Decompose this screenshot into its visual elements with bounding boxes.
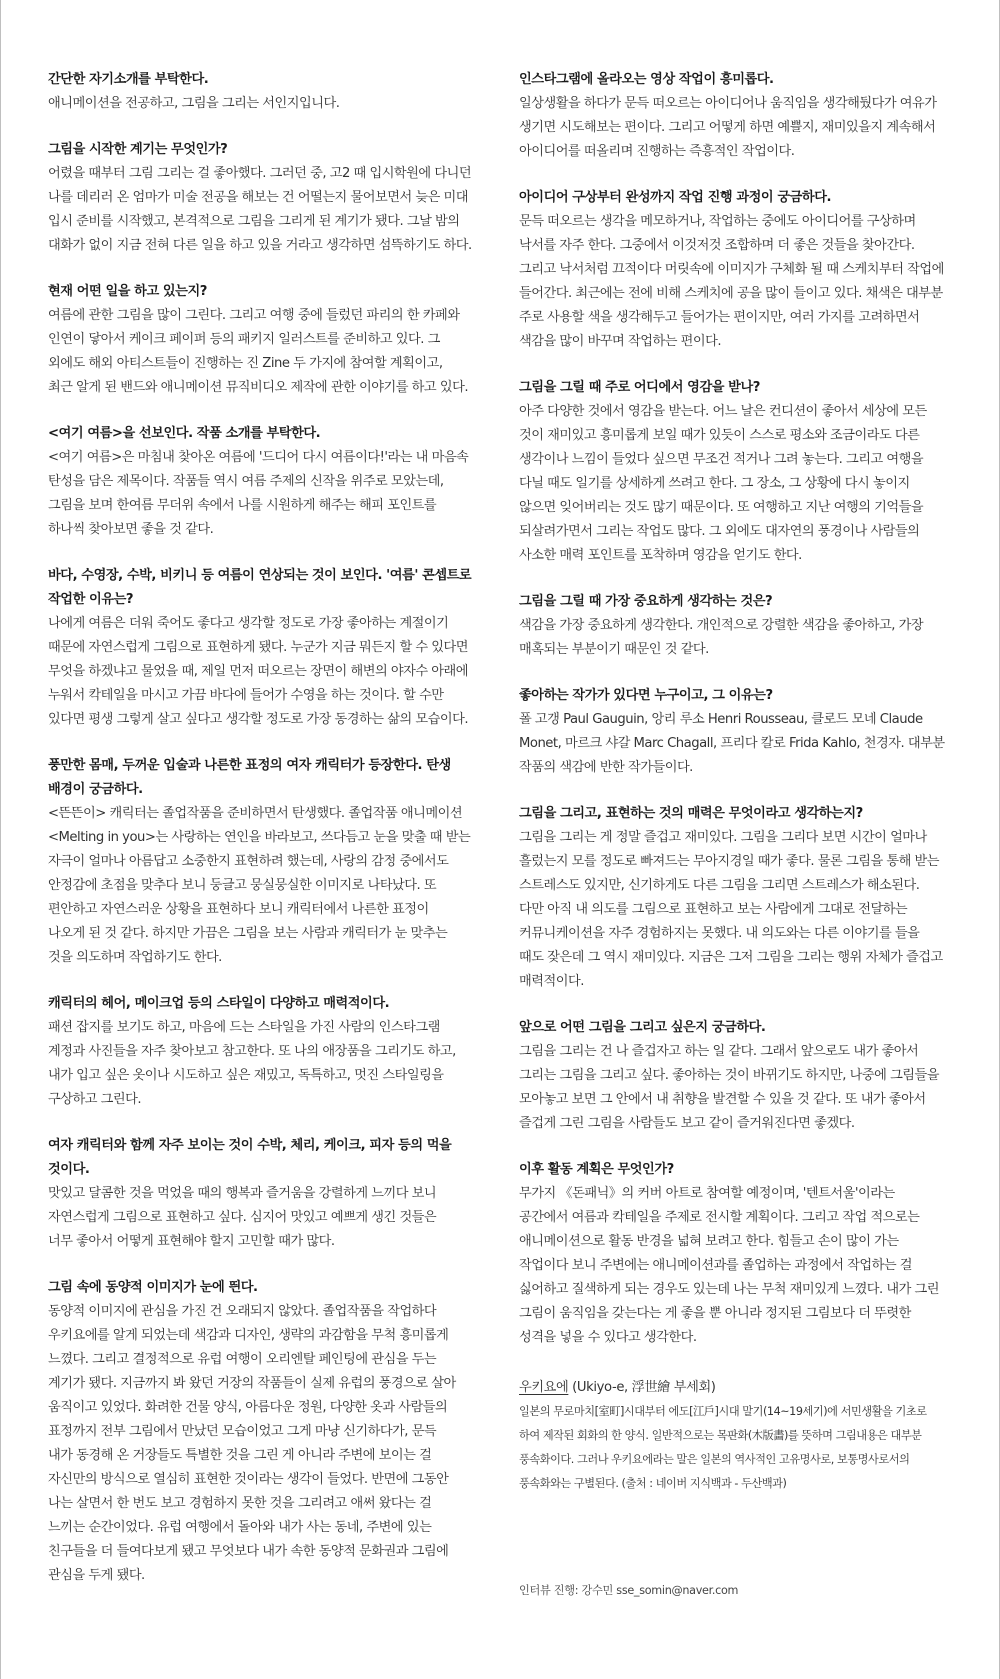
question: <여기 여름>을 선보인다. 작품 소개를 부탁한다.: [48, 426, 321, 441]
footnote-term: 우키요에: [519, 1380, 569, 1395]
qa-block-instagram: [519, 68, 959, 164]
question: 그림을 그리고, 표현하는 것의 매력은 무엇이라고 생각하는지?: [519, 806, 863, 821]
qa-block-start: [48, 138, 483, 258]
qa-block-current-work: [48, 280, 483, 400]
qa-block-important: [519, 590, 959, 662]
answer: 패션 잡지를 보기도 하고, 마음에 드는 스타일을 가진 사람의 인스타그램 계정과 사진들을 자주 찾아보고 참고한다. 또 나의 애장품을 그리기도 하고, 내가 입고 싶은 옷이나 시도하고 싶은 재밌고, 독특하고, 멋진 스타일링을 구상하고 그린다.: [48, 1020, 456, 1107]
question: 바다, 수영장, 수박, 비키니 등 여름이 연상되는 것이 보인다. '여름' 콘셉트로 작업한 이유는?: [48, 568, 472, 607]
left-column: [48, 68, 483, 1610]
answer: <여기 여름>은 마침내 찾아온 여름에 '드디어 다시 여름이다!'라는 내 마음속 탄성을 담은 제목이다. 작품들 역시 여름 주제의 신작을 위주로 모았는데, 그림을 보며 한여름 무더위 속에서 나를 시원하게 해주는 해피 포인트를 하나씩 찾아보면 좋을 것 같다.: [48, 450, 469, 537]
answer: 색감을 가장 중요하게 생각한다. 개인적으로 강렬한 색감을 좋아하고, 가장 매혹되는 부분이기 때문인 것 같다.: [519, 618, 924, 657]
qa-block-food: [48, 1134, 483, 1254]
question: 좋아하는 작가가 있다면 누구이고, 그 이유는?: [519, 688, 773, 703]
footnote-body: 일본의 무로마치[室町]시대부터 에도[江戶]시대 말기(14~19세기)에 서민생활을 기초로 하여 제작된 회화의 한 양식. 일반적으로는 목판화(木版畵)를 뜻하며 그림내용은 대부분 풍속화이다. 그러나 우키요에라는 말은 일본의 역사적인 고유명사로, 보통명사로서의 풍속화와는 구별된다. (출처 : 네이버 지식백과 - 두산백과): [519, 1405, 927, 1490]
question: 현재 어떤 일을 하고 있는지?: [48, 284, 207, 299]
qa-block-appeal: [519, 802, 959, 994]
qa-block-process: [519, 186, 959, 354]
question: 간단한 자기소개를 부탁한다.: [48, 72, 209, 87]
qa-block-intro: [48, 68, 483, 116]
answer: 그림을 그리는 건 나 즐겁자고 하는 일 같다. 그래서 앞으로도 내가 좋아서 그리는 그림을 그리고 싶다. 좋아하는 것이 바뀌기도 하지만, 나중에 그림들을 모아놓고 보면 그 안에서 내 취향을 발견할 수 있을 것 같다. 또 내가 좋아서 즐겁게 그린 그림을 사람들도 보고 같이 즐거워진다면 좋겠다.: [519, 1044, 940, 1131]
answer: 애니메이션을 전공하고, 그림을 그리는 서인지입니다.: [48, 96, 340, 111]
question: 앞으로 어떤 그림을 그리고 싶은지 궁금하다.: [519, 1020, 766, 1035]
footnote-title: [519, 1376, 959, 1400]
answer: 나에게 여름은 더워 죽어도 좋다고 생각할 정도로 가장 좋아하는 계절이기 때문에 자연스럽게 그림으로 표현하게 됐다. 누군가 지금 뭐든지 할 수 있다면 무엇을 하겠냐고 물었을 때, 제일 먼저 떠오르는 장면이 해변의 야자수 아래에 누워서 칵테일을 마시고 가끔 바다에 들어가 수영을 하는 것이다. 할 수만 있다면 평생 그렇게 살고 싶다고 생각할 정도로 가장 동경하는 삶의 모습이다.: [48, 616, 469, 727]
answer: 폴 고갱 Paul Gauguin, 앙리 루소 Henri Rousseau, 클로드 모네 Claude Monet, 마르크 샤갈 Marc Chagall, 프리다 칼로 Frida Kahlo, 천경자. 대부분 작품의 색감에 반한 작가들이다.: [519, 712, 945, 775]
qa-block-plans: [519, 1158, 959, 1350]
answer: 그림을 그리는 게 정말 즐겁고 재미있다. 그림을 그리다 보면 시간이 얼마나 흘렀는지 모를 정도로 빠져드는 무아지경일 때가 좋다. 물론 그림을 통해 받는 스트레스도 있지만, 신기하게도 다른 그림을 그리면 스트레스가 해소된다. 다만 아직 내 의도를 그림으로 표현하고 보는 사람에게 그대로 전달하는 커뮤니케이션을 자주 경험하지는 못했다. 내 의도와는 다른 이야기를 들을 때도 잦은데 그 역시 재미있다. 지금은 그저 그림을 그리는 행위 자체가 즐겁고 매력적이다.: [519, 830, 943, 989]
question: 풍만한 몸매, 두꺼운 입술과 나른한 표정의 여자 캐릭터가 등장한다. 탄생 배경이 궁금하다.: [48, 758, 451, 797]
qa-block-oriental: [48, 1276, 483, 1588]
footnote: [519, 1376, 959, 1496]
right-column: [519, 68, 959, 1496]
question: 아이디어 구상부터 완성까지 작업 진행 과정이 궁금하다.: [519, 190, 832, 205]
qa-block-style: [48, 992, 483, 1112]
question: 캐릭터의 헤어, 메이크업 등의 스타일이 다양하고 매력적이다.: [48, 996, 390, 1011]
qa-block-summer: [48, 564, 483, 732]
question: 인스타그램에 올라오는 영상 작업이 흥미롭다.: [519, 72, 774, 87]
answer: <뜬뜬이> 캐릭터는 졸업작품을 준비하면서 탄생했다. 졸업작품 애니메이션 <Melting in you>는 사랑하는 연인을 바라보고, 쓰다듬고 눈을 맞출 때 받는 자극이 얼마나 아름답고 소중한지 표현하려 했는데, 사랑의 감정 중에서도 안정감에 초점을 맞추다 보니 둥글고 뭉실뭉실한 이미지로 나타났다. 또 편안하고 자연스러운 상황을 표현하다 보니 캐릭터에서 나른한 표정이 나오게 된 것 같다. 하지만 가끔은 그림을 보는 사람과 캐릭터가 눈 맞추는 것을 의도하며 작업하기도 한다.: [48, 806, 471, 965]
qa-block-inspiration: [519, 376, 959, 568]
qa-block-favorite-artists: [519, 684, 959, 780]
answer: 맛있고 달콤한 것을 먹었을 때의 행복과 즐거움을 강렬하게 느끼다 보니 자연스럽게 그림으로 표현하고 싶다. 심지어 맛있고 예쁘게 생긴 것들은 너무 좋아서 어떻게 표현해야 할지 고민할 때가 많다.: [48, 1186, 437, 1249]
question: 그림을 그릴 때 가장 중요하게 생각하는 것은?: [519, 594, 773, 609]
question: 그림을 그릴 때 주로 어디에서 영감을 받나?: [519, 380, 760, 395]
footnote-term-detail: (Ukiyo-e, 浮世繪 부세회): [568, 1380, 716, 1395]
interview-credit: 인터뷰 진행: 강수민 sse_somin@naver.com: [519, 1584, 739, 1597]
answer: 어렸을 때부터 그림 그리는 걸 좋아했다. 그러던 중, 고2 때 입시학원에 다니던 나를 데리러 온 엄마가 미술 전공을 해보는 건 어떨는지 물어보면서 늦은 미대 입시 준비를 시작했고, 본격적으로 그림을 그리게 된 계기가 됐다. 그날 밤의 대화가 없이 지금 전혀 다른 일을 하고 있을 거라고 생각하면 섬뜩하기도 하다.: [48, 166, 472, 253]
answer: 문득 떠오르는 생각을 메모하거나, 작업하는 중에도 아이디어를 구상하며 낙서를 자주 한다. 그중에서 이것저것 조합하며 더 좋은 것들을 찾아간다. 그리고 낙서처럼 끄적이다 머릿속에 이미지가 구체화 될 때 스케치부터 작업에 들어간다. 최근에는 전에 비해 스케치에 공을 많이 들이고 있다. 채색은 대부분 주로 사용할 색을 생각해두고 들어가는 편이지만, 여러 가지를 고려하면서 색감을 많이 바꾸며 작업하는 편이다.: [519, 214, 944, 349]
answer: 아주 다양한 것에서 영감을 받는다. 어느 날은 컨디션이 좋아서 세상에 모든 것이 재미있고 흥미롭게 보일 때가 있듯이 스스로 평소와 조금이라도 다른 생각이나 느낌이 들었다 싶으면 무조건 적거나 그려 놓는다. 그리고 여행을 다닐 때도 일기를 상세하게 쓰려고 한다. 그 장소, 그 상황에 다시 놓이지 않으면 잊어버리는 것도 많기 때문이다. 또 여행하고 지난 여행의 기억들을 되살려가면서 그리는 작업도 많다. 그 외에도 대자연의 풍경이나 사람들의 사소한 매력 포인트를 포착하며 영감을 얻기도 한다.: [519, 404, 927, 563]
answer: 일상생활을 하다가 문득 떠오르는 아이디어나 움직임을 생각해뒀다가 여유가 생기면 시도해보는 편이다. 그리고 어떻게 하면 예쁠지, 재미있을지 계속해서 아이디어를 떠올리며 진행하는 즉흥적인 작업이다.: [519, 96, 937, 159]
qa-block-character: [48, 754, 483, 970]
question: 그림 속에 동양적 이미지가 눈에 띈다.: [48, 1280, 258, 1295]
question: 그림을 시작한 계기는 무엇인가?: [48, 142, 228, 157]
answer: 여름에 관한 그림을 많이 그린다. 그리고 여행 중에 들렀던 파리의 한 카페와 인연이 닿아서 케이크 페이퍼 등의 패키지 일러스트를 준비하고 있다. 그 외에도 해외 아티스트들이 진행하는 진 Zine 두 가지에 참여할 계획이고, 최근 알게 된 밴드와 애니메이션 뮤직비디오 제작에 관한 이야기를 하고 있다.: [48, 308, 469, 395]
qa-block-exhibition: [48, 422, 483, 542]
answer: 동양적 이미지에 관심을 가진 건 오래되지 않았다. 졸업작품을 작업하다 우키요에를 알게 되었는데 색감과 디자인, 생략의 과감함을 무척 흥미롭게 느꼈다. 그리고 결정적으로 유럽 여행이 오리엔탈 페인팅에 관심을 두는 계기가 됐다. 지금까지 봐 왔던 거장의 작품들이 실제 유럽의 풍경으로 살아 움직이고 있었다. 화려한 건물 양식, 아름다운 정원, 다양한 옷과 사람들의 표정까지 전부 그림에서 만났던 모습이었고 그게 마냥 신기하다가, 문득 내가 동경해 온 거장들도 특별한 것을 그린 게 아니라 주변에 보이는 걸 자신만의 방식으로 열심히 표현한 것이라는 생각이 들었다. 반면에 그동안 나는 살면서 한 번도 보고 경험하지 못한 것을 그리려고 애써 왔다는 걸 느끼는 순간이었다. 유럽 여행에서 돌아와 내가 사는 동네, 주변에 있는 친구들을 더 들여다보게 됐고 무엇보다 내가 속한 동양적 문화권과 그림에 관심을 두게 됐다.: [48, 1304, 456, 1583]
qa-block-future-work: [519, 1016, 959, 1136]
question: 이후 활동 계획은 무엇인가?: [519, 1162, 674, 1177]
answer: 무가지 《돈패닉》의 커버 아트로 참여할 예정이며, '텐트서울'이라는 공간에서 여름과 칵테일을 주제로 전시할 계획이다. 그리고 작업 적으로는 애니메이션으로 활동 반경을 넓혀 보려고 한다. 힘들고 손이 많이 가는 작업이다 보니 주변에는 애니메이션과를 졸업하는 과정에서 작업하는 걸 싫어하고 질색하게 되는 경우도 있는데 나는 무척 재미있게 느꼈다. 내가 그린 그림이 움직임을 갖는다는 게 좋을 뿐 아니라 정지된 그림보다 더 뚜렷한 성격을 넣을 수 있다고 생각한다.: [519, 1186, 940, 1345]
question: 여자 캐릭터와 함께 자주 보이는 것이 수박, 체리, 케이크, 피자 등의 먹을 것이다.: [48, 1138, 452, 1177]
